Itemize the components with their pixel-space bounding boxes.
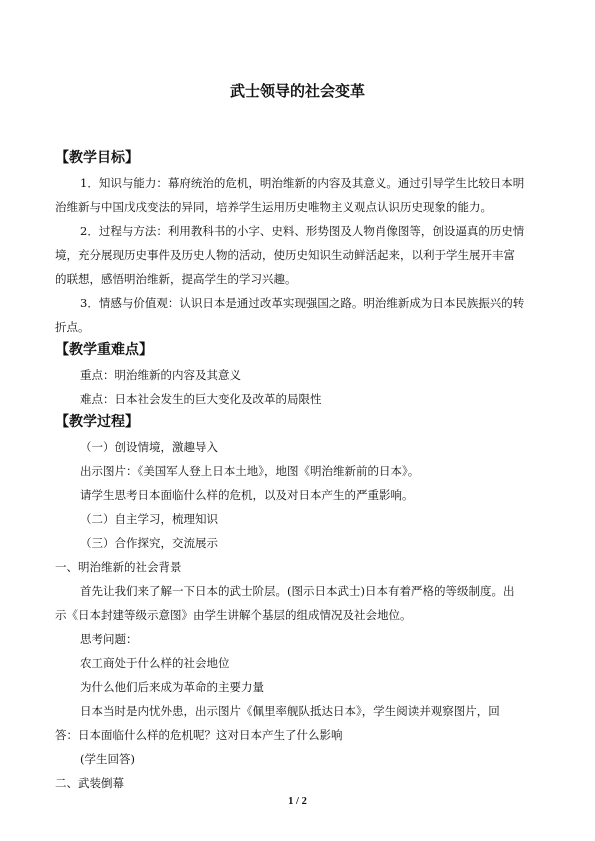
background-line-1: 首先让我们来了解一下日本的武士阶层。(图示日本武士)日本有着严格的等级制度。出 xyxy=(80,584,515,598)
objective-1-line-2: 治维新与中国戊戌变法的异同，培养学生运用历史唯物主义观点认识历史现象的能力。 xyxy=(55,200,492,214)
section-heading-objectives: 【教学目标】 xyxy=(55,150,139,166)
process-step-3: （三）合作探究，交流展示 xyxy=(80,536,218,550)
section-heading-process: 【教学过程】 xyxy=(55,414,139,430)
section-heading-keypoints: 【教学重难点】 xyxy=(55,342,153,358)
page-title: 武士领导的社会变革 xyxy=(229,82,365,100)
process-show-images: 出示图片：《美国军人登上日本土地》，地图《明治维新前的日本》。 xyxy=(80,464,420,478)
objective-2-line-2: 境，充分展现历史事件及历史人物的活动，使历史知识生动鲜活起来，以利于学生展开丰富 xyxy=(55,248,515,262)
objective-3-line-1: 3．情感与价值观：认识日本是通过改革实现强国之路。明治维新成为日本民族振兴的转 xyxy=(80,296,525,310)
process-step-1: （一）创设情境，激趣导入 xyxy=(80,440,218,454)
objective-2-line-1: 2．过程与方法：利用教科书的小字、史料、形势图及人物肖像图等，创设逼真的历史情 xyxy=(80,224,525,238)
process-heading-1: 一、明治维新的社会背景 xyxy=(55,560,182,574)
keypoint-difficulty: 难点：日本社会发生的巨大变化及改革的局限性 xyxy=(80,392,322,406)
question-2: 为什么他们后来成为革命的主要力量 xyxy=(80,680,264,694)
background-line-2: 示《日本封建等级示意图》由学生讲解个基层的组成情况及社会地位。 xyxy=(55,608,412,622)
objective-2-line-3: 的联想，感悟明治维新，提高学生的学习兴趣。 xyxy=(55,272,297,286)
objective-1-line-1: 1．知识与能力：幕府统治的危机，明治维新的内容及其意义。通过引导学生比较日本明 xyxy=(80,176,525,190)
process-think: 请学生思考日本面临什么样的危机，以及对日本产生的严重影响。 xyxy=(80,488,414,502)
student-answer: (学生回答) xyxy=(80,752,135,766)
question-1: 农工商处于什么样的社会地位 xyxy=(80,656,230,670)
crisis-line-2: 答：日本面临什么样的危机呢？这对日本产生了什么影响 xyxy=(55,728,343,742)
process-step-2: （二）自主学习，梳理知识 xyxy=(80,512,218,526)
objective-3-line-2: 折点。 xyxy=(55,320,90,334)
keypoint-focus: 重点：明治维新的内容及其意义 xyxy=(80,368,241,382)
crisis-line-1: 日本当时是内忧外患，出示图片《佩里率舰队抵达日本》，学生阅读并观察图片，回 xyxy=(80,704,500,718)
process-heading-2: 二、武装倒幕 xyxy=(55,776,124,790)
page-number: 1 / 2 xyxy=(288,796,307,807)
question-title: 思考问题： xyxy=(80,632,138,646)
